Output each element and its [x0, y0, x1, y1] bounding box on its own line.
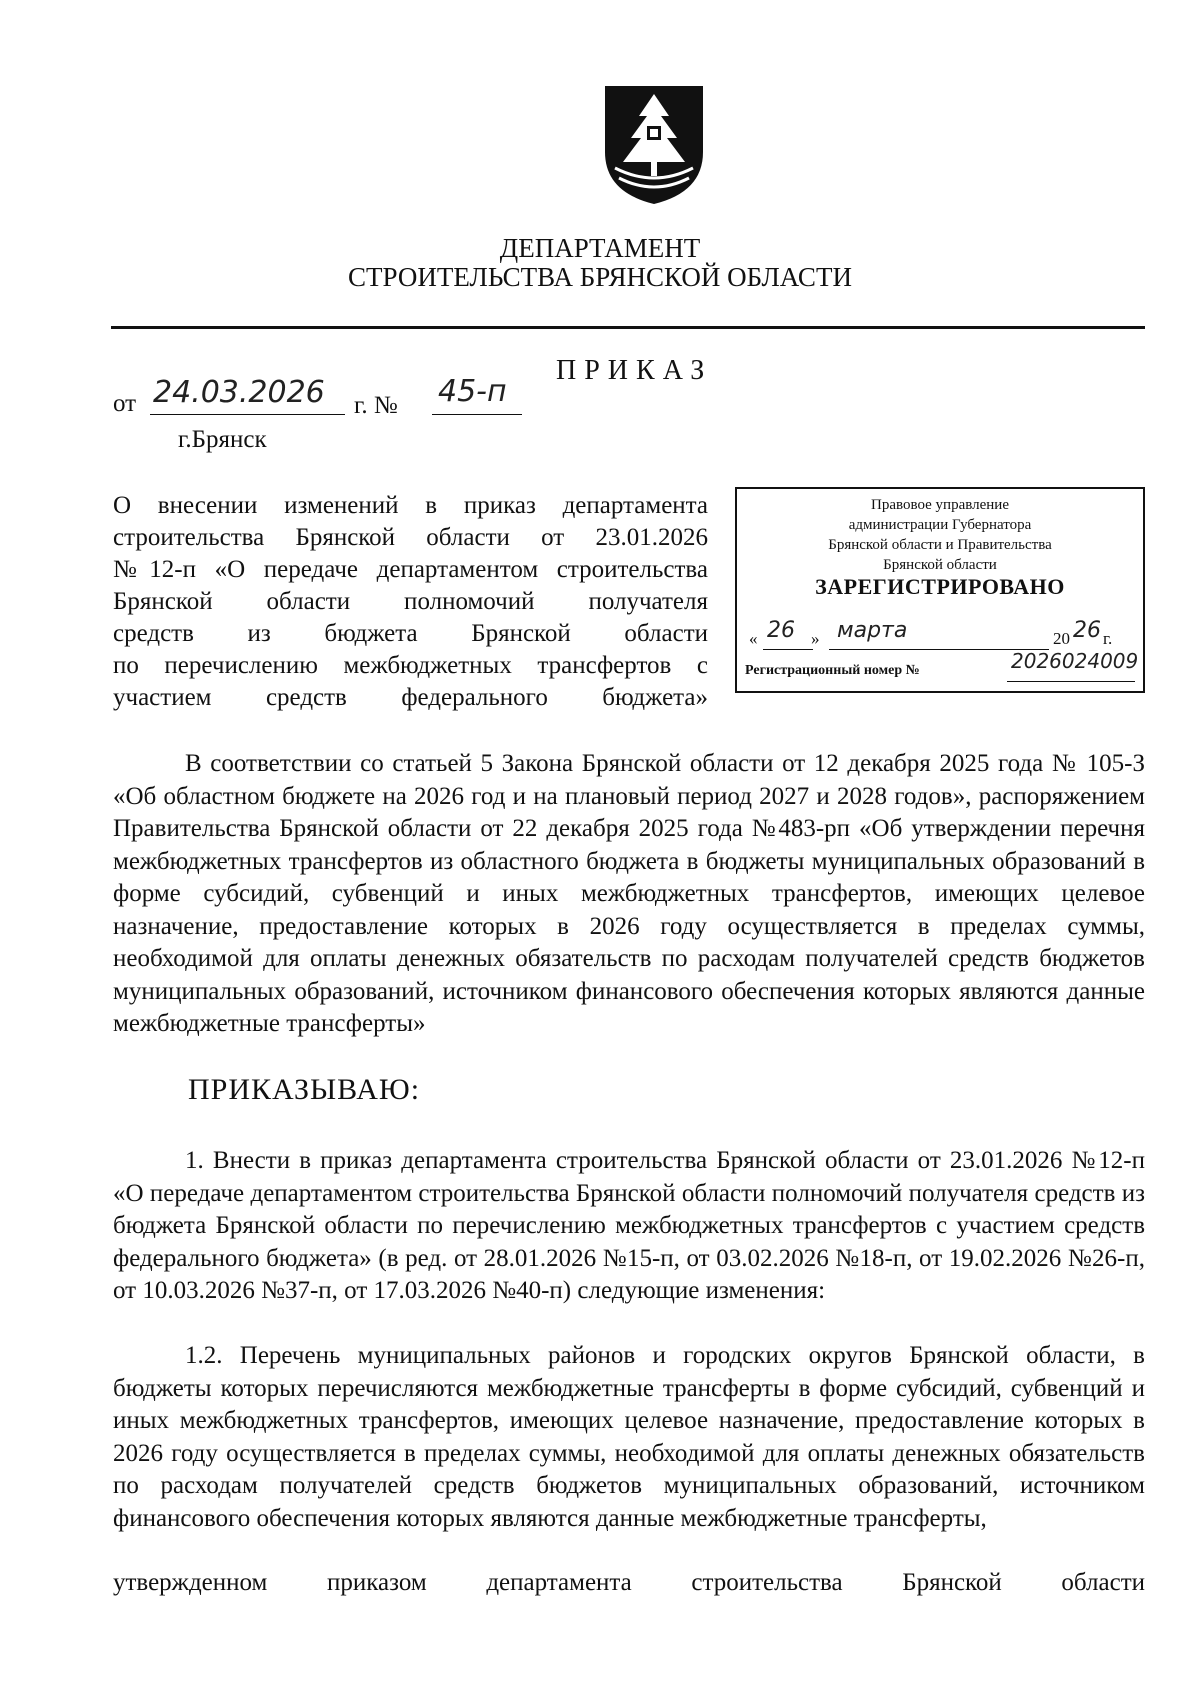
stamp-year-prefix: 20 — [1053, 629, 1070, 648]
subject-line: по перечислению межбюджетных трансфертов с — [113, 652, 708, 679]
clause-1-2-paragraph: 1.2. Перечень муниципальных районов и городских округов Брянской области, в бюджеты которых перечисляются межбюджетные трансферты в форме субсидий, субвенций и иных межбюджетных трансфертов, имеющих целевое назначение, предоставление которых в 2026 году осуществляется в пределах суммы, необходимой для оплаты денежных обязательств по расходам получателей средств бюджетов муниципальных образований, источником финансового обеспечения которых являются данные межбюджетные трансферты, — [113, 1342, 1145, 1532]
stamp-registered: ЗАРЕГИСТРИРОВАНО — [815, 574, 1065, 599]
registration-stamp — [735, 487, 1145, 693]
stamp-line4: Брянской области — [883, 557, 997, 573]
order-subject — [113, 490, 708, 714]
subject-line: средств из бюджета Брянской области — [113, 620, 708, 647]
stamp-line3: Брянской области и Правительства — [828, 537, 1052, 553]
stamp-month-handwritten: марта — [837, 618, 908, 643]
date-underline — [150, 414, 345, 415]
stamp-reg-row — [745, 649, 1139, 685]
subject-line: №12-п «О передаче департаментом строительства — [113, 556, 708, 583]
subject-line: строительства Брянской области от 23.01.2026 — [113, 524, 708, 551]
coat-of-arms-emblem — [601, 82, 707, 208]
subject-line: Брянской области полномочий получателя — [113, 588, 708, 615]
stamp-day-handwritten: 26 — [767, 618, 795, 643]
order-date-handwritten: 24.03.2026 — [153, 375, 325, 410]
stamp-date-row: « 26 » марта 20 26 г. — [749, 618, 1113, 648]
stamp-year-suffix: г. — [1103, 629, 1113, 648]
department-name-line1: ДЕПАРТАМЕНТ — [499, 233, 701, 263]
order-title: ПРИКАЗ — [556, 355, 713, 386]
number-underline — [432, 414, 522, 415]
header-divider — [111, 326, 1145, 329]
order-from-label: от — [113, 390, 137, 417]
order-number-label: г. № — [354, 392, 398, 419]
stamp-line1: Правовое управление — [871, 497, 1009, 513]
order-city: г.Брянск — [178, 426, 267, 453]
order-number-handwritten: 45-п — [438, 374, 507, 409]
prikazyvayu-heading: ПРИКАЗЫВАЮ: — [188, 1073, 421, 1106]
preamble-paragraph: В соответствии со статьей 5 Закона Брянской области от 12 декабря 2025 года № 105-З «Об областном бюджете на 2026 год и на плановый период 2027 и 2028 годов», распоряжением Правительства Брянской области от 22 декабря 2025 года №483-рп «Об утверждении перечня межбюджетных трансфертов из областного бюджета в бюджеты муниципальных образований в форме субсидий, субвенций и иных межбюджетных трансфертов, имеющих целевое назначение, предоставление которых в 2026 году осуществляется в пределах суммы, необходимой для оплаты денежных обязательств по расходам получателей средств бюджетов муниципальных образований, источником финансового обеспечения которых являются данные межбюджетные трансферты» — [113, 750, 1145, 1037]
stamp-reg-label: Регистрационный номер № — [745, 663, 920, 678]
subject-line: участием средств федерального бюджета» — [113, 684, 708, 711]
stamp-line2: администрации Губернатора — [848, 517, 1032, 533]
stamp-year-handwritten: 26 — [1073, 618, 1101, 643]
clause-1-2-last-line: утвержденном приказом департамента строительства Брянской области — [113, 1569, 1145, 1596]
subject-line: О внесении изменений в приказ департамента — [113, 492, 708, 519]
stamp-reg-number-handwritten: 2026024009 — [1011, 649, 1139, 673]
clause-1-paragraph: 1. Внести в приказ департамента строительства Брянской области от 23.01.2026 №12-п «О передаче департаментом строительства Брянской области полномочий получателя средств из бюджета Брянской области по перечислению межбюджетных трансфертов с участием средств федерального бюджета» (в ред. от 28.01.2026 №15-п, от 03.02.2026 №18-п, от 19.02.2026 №26-п, от 10.03.2026 №37-п, от 17.03.2026 №40-п) следующие изменения: — [113, 1147, 1145, 1304]
department-name-line2: СТРОИТЕЛЬСТВА БРЯНСКОЙ ОБЛАСТИ — [348, 262, 852, 292]
